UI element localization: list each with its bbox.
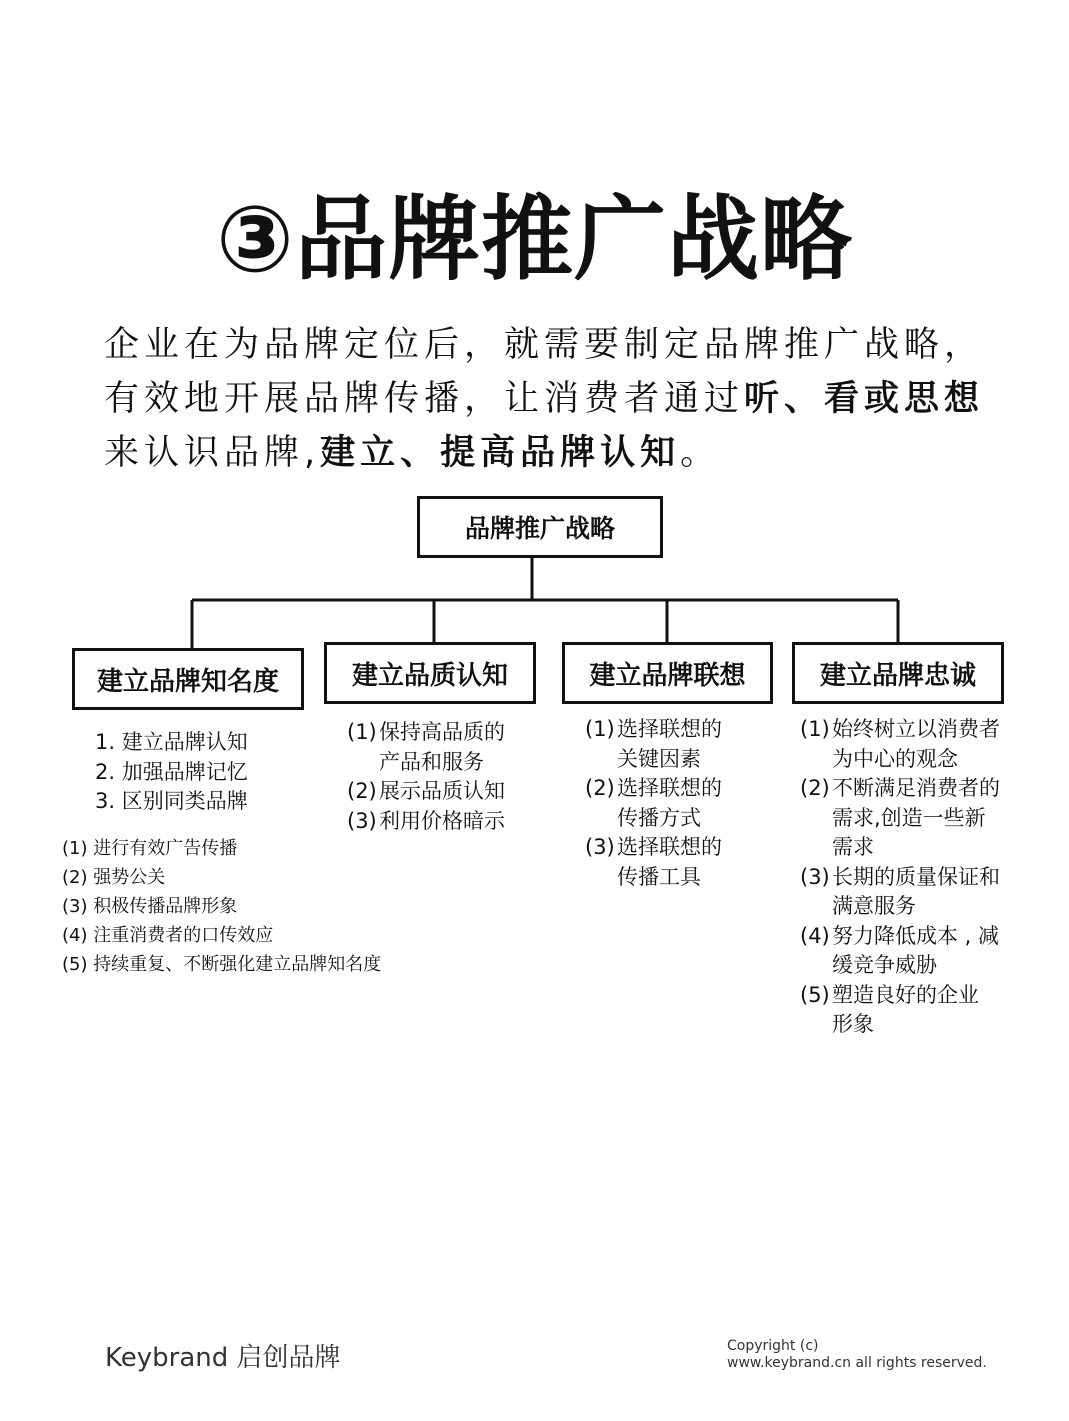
- list-item: 1. 建立品牌认知: [95, 730, 248, 754]
- list-item: [800, 715, 1000, 774]
- list-item: 2. 加强品牌记忆: [95, 759, 248, 784]
- list-item: (2) 强势公关: [62, 867, 166, 888]
- list-marker: (1): [800, 717, 830, 741]
- list-item: (4) 注重消费者的口传效应: [62, 925, 274, 946]
- list-item-text: 产品和服务: [379, 749, 484, 774]
- intro-line-3: [104, 426, 1004, 480]
- list-marker: (3): [347, 808, 377, 833]
- list-item-text: 选择联想的: [617, 717, 722, 741]
- list-item-text: 不断满足消费者的: [832, 776, 1000, 800]
- list-item: [585, 833, 722, 892]
- list-item: [585, 774, 722, 833]
- list-marker: (2): [585, 776, 615, 800]
- list-marker: (2): [347, 779, 377, 803]
- list-item: [800, 863, 1000, 922]
- list-item-text: 始终树立以消费者: [832, 717, 1000, 741]
- brand-awareness-sub-list: [62, 834, 381, 979]
- intro-paragraph: [104, 318, 1004, 480]
- copyright-line-2: www.keybrand.cn all rights reserved.: [727, 1355, 987, 1371]
- category-box-brand-awareness: 建立品牌知名度: [72, 648, 304, 710]
- intro-line-2: [104, 372, 1004, 426]
- list-item: (3) 积极传播品牌形象: [62, 896, 238, 917]
- list-item-text: 利用价格暗示: [379, 808, 505, 833]
- list-item-text: 保持高品质的: [379, 720, 505, 744]
- brand-association-list: [585, 715, 722, 892]
- intro-line-2-emphasis: 听、看或思想: [744, 379, 985, 419]
- list-item-text: 选择联想的: [617, 835, 722, 859]
- list-item-text: 需求,创造一些新: [832, 805, 986, 830]
- page-title: ③品牌推广战略: [216, 186, 853, 293]
- list-item-text: 形象: [832, 1012, 874, 1036]
- list-item-text: 需求: [832, 835, 874, 859]
- list-item: (1) 进行有效广告传播: [62, 838, 238, 859]
- footer-brand: Keybrand 启创品牌: [105, 1343, 341, 1373]
- list-item-text: 展示品质认知: [379, 779, 505, 803]
- list-item-text: 缓竞争威胁: [832, 953, 937, 977]
- category-box-brand-loyalty: 建立品牌忠诚: [792, 642, 1004, 704]
- list-item: [585, 715, 722, 774]
- list-item: [347, 718, 505, 777]
- intro-line-2-text: 有效地开展品牌传播，让消费者通过: [104, 379, 745, 419]
- list-item-text: 为中心的观念: [832, 746, 958, 771]
- intro-line-1: 企业在为品牌定位后，就需要制定品牌推广战略，: [104, 325, 985, 365]
- list-item-text: 关键因素: [617, 746, 701, 771]
- list-marker: (1): [585, 717, 615, 741]
- list-item: [347, 807, 505, 837]
- list-marker: (5): [800, 982, 830, 1007]
- category-box-brand-association: 建立品牌联想: [562, 642, 773, 704]
- list-item-text: 努力降低成本 , 减: [832, 923, 1000, 948]
- intro-line-3-text: 来认识品牌,: [104, 433, 321, 473]
- list-marker: (1): [347, 720, 377, 744]
- list-item-text: 塑造良好的企业: [832, 982, 979, 1007]
- copyright-line-1: Copyright (c): [727, 1338, 819, 1354]
- list-item-text: 选择联想的: [617, 776, 722, 800]
- category-box-quality-perception: 建立品质认知: [324, 642, 536, 704]
- footer-copyright: [727, 1338, 987, 1372]
- intro-line-3-end: 。: [680, 433, 721, 473]
- list-item-text: 满意服务: [832, 894, 916, 918]
- list-item: 3. 区别同类品牌: [95, 789, 248, 813]
- list-item: (5) 持续重复、不断强化建立品牌知名度: [62, 954, 382, 975]
- list-item: [800, 981, 1000, 1040]
- list-marker: (3): [585, 835, 615, 859]
- list-item: [800, 922, 1000, 981]
- list-item-text: 传播工具: [617, 864, 701, 889]
- list-item-text: 传播方式: [617, 805, 701, 830]
- quality-perception-list: [347, 718, 505, 836]
- brand-loyalty-list: [800, 715, 1000, 1040]
- list-item: [347, 777, 505, 807]
- brand-awareness-main-list: [95, 728, 248, 817]
- list-marker: (2): [800, 776, 830, 800]
- list-item-text: 长期的质量保证和: [832, 864, 1000, 889]
- list-marker: (3): [800, 864, 830, 889]
- intro-line-3-emphasis: 建立、提高品牌认知: [320, 433, 681, 473]
- list-item: [800, 774, 1000, 863]
- root-node-box: 品牌推广战略: [417, 496, 663, 558]
- list-marker: (4): [800, 923, 830, 948]
